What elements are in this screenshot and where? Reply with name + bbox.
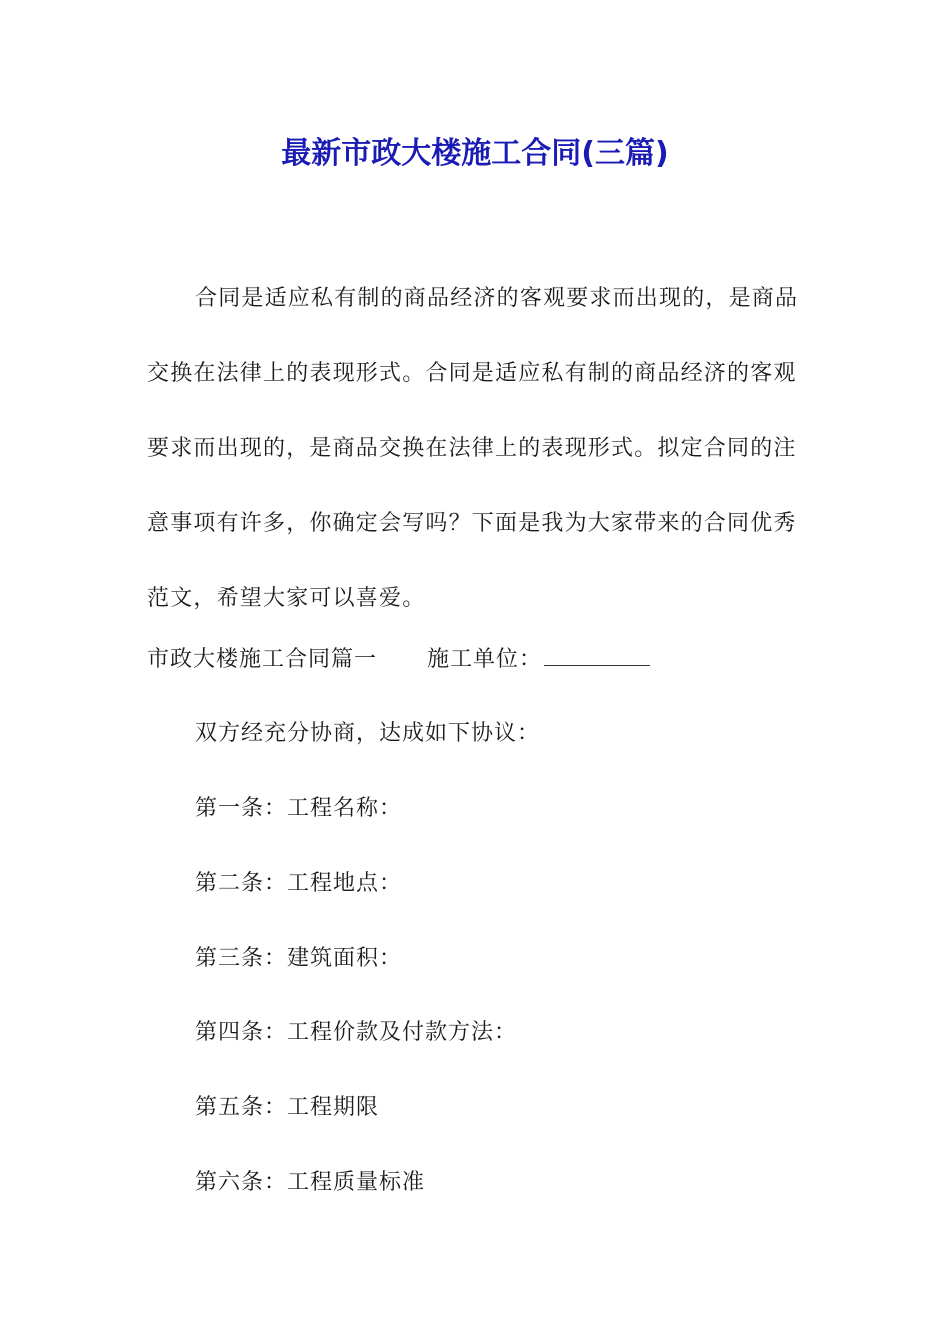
contractor-blank bbox=[544, 645, 650, 666]
intro-paragraph: 合同是适应私有制的商品经济的客观要求而出现的，是商品交换在法律上的表现形式。合同是适应私有制的商品经济的客观要求而出现的，是商品交换在法律上的表现形式。拟定合同的注意事项有许多，你确定会写吗？下面是我为大家带来的合同优秀范文，希望大家可以喜爱。 bbox=[147, 286, 799, 611]
article-1: 第一条：工程名称： bbox=[195, 796, 403, 821]
section-heading-line bbox=[147, 636, 650, 684]
agreement-statement: 双方经充分协商，达成如下协议： bbox=[195, 721, 541, 746]
article-2: 第二条：工程地点： bbox=[195, 871, 403, 896]
document-title: 最新市政大楼施工合同(三篇) bbox=[281, 136, 669, 171]
article-5: 第五条：工程期限 bbox=[195, 1095, 380, 1120]
article-6: 第六条：工程质量标准 bbox=[195, 1170, 426, 1195]
section-heading: 市政大楼施工合同篇一 bbox=[147, 647, 378, 672]
article-4: 第四条：工程价款及付款方法： bbox=[195, 1020, 518, 1045]
article-3: 第三条：建筑面积： bbox=[195, 946, 403, 971]
contractor-label: 施工单位： bbox=[427, 647, 543, 672]
